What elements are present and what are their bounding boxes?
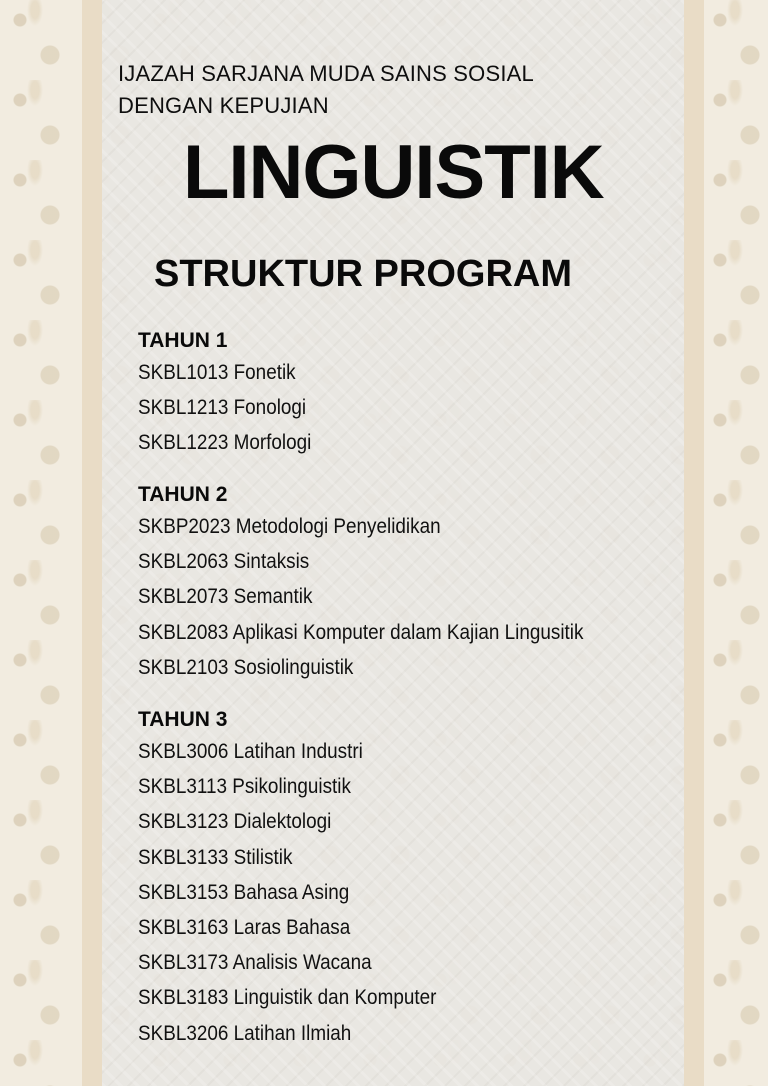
degree-line-1: IJAZAH SARJANA MUDA SAINS SOSIAL [118,61,534,86]
program-title: LINGUISTIK [183,130,604,215]
course-item: SKBL2063 Sintaksis [138,550,310,574]
course-item: SKBL2083 Aplikasi Komputer dalam Kajian Lingusitik [138,620,584,644]
course-item: SKBL3123 Dialektologi [138,810,332,834]
course-item: SKBL2103 Sosiolinguistik [138,655,354,679]
section-title: STRUKTUR PROGRAM [154,253,572,295]
year-heading: TAHUN 3 [138,708,228,731]
course-item: SKBL1223 Morfologi [138,431,312,455]
course-item: SKBL2073 Semantik [138,585,313,609]
year-heading: TAHUN 2 [138,483,228,506]
course-item: SKBL3163 Laras Bahasa [138,915,351,939]
year-block-2 [138,481,633,685]
degree-line-2: DENGAN KEPUJIAN [118,93,329,118]
course-item: SKBL3173 Analisis Wacana [138,951,372,975]
course-item: SKBL3153 Bahasa Asing [138,880,350,904]
year-block-3 [138,706,470,1051]
course-item: SKBP2023 Metodologi Penyelidikan [138,515,441,538]
course-item: SKBL3206 Latihan Ilmiah [138,1021,352,1045]
degree-name [118,58,534,122]
course-item: SKBL1013 Fonetik [138,361,296,384]
year-heading: TAHUN 1 [138,329,228,352]
course-item: SKBL3183 Linguistik dan Komputer [138,986,437,1010]
course-item: SKBL1213 Fonologi [138,396,307,420]
year-block-1 [138,327,331,461]
course-item: SKBL3113 Psikolinguistik [138,775,351,799]
course-item: SKBL3006 Latihan Industri [138,740,363,763]
course-item: SKBL3133 Stilistik [138,845,293,869]
